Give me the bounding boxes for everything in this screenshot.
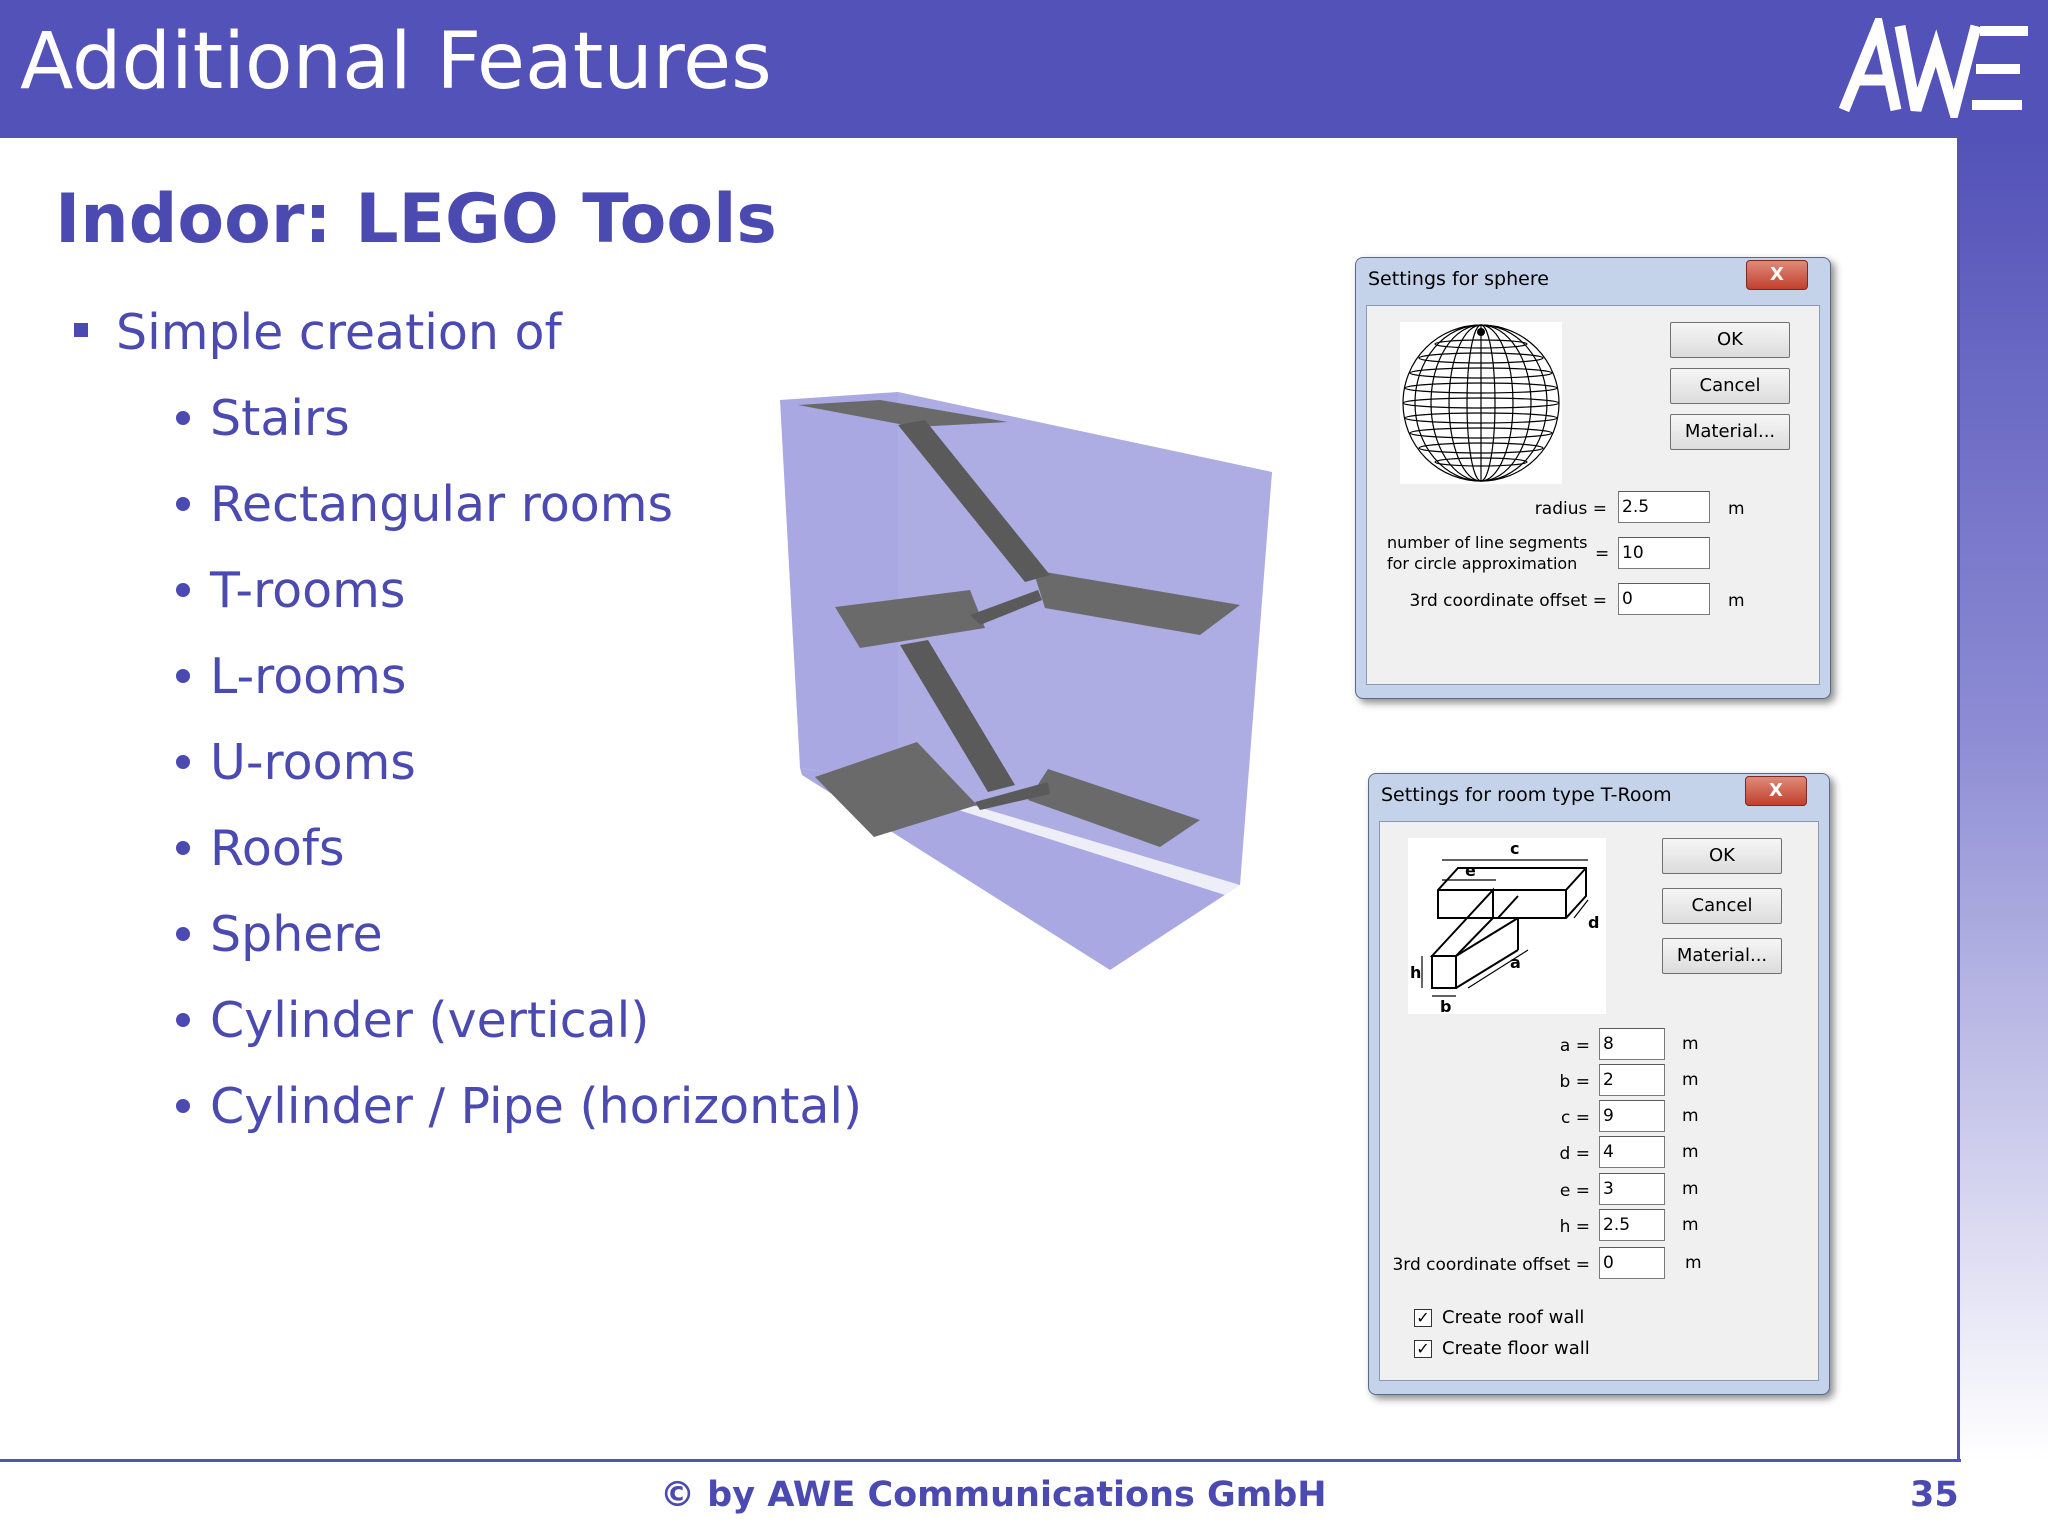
offset-field[interactable]: 0 bbox=[1618, 583, 1710, 615]
sphere-preview bbox=[1400, 322, 1562, 484]
h-field[interactable]: 2.5 bbox=[1599, 1209, 1665, 1241]
bullet-dot-icon bbox=[176, 1013, 190, 1027]
dialog-title: Settings for room type T-Room bbox=[1381, 784, 1672, 806]
b-field[interactable]: 2 bbox=[1599, 1064, 1665, 1096]
list-item-text: T-rooms bbox=[210, 562, 406, 619]
footer-divider bbox=[0, 1459, 1961, 1462]
bullet-dot-icon bbox=[176, 1099, 190, 1113]
list-item bbox=[176, 820, 345, 877]
content-right-border bbox=[1957, 138, 1960, 1462]
dialog-body bbox=[1366, 305, 1820, 685]
e-field[interactable]: 3 bbox=[1599, 1173, 1665, 1205]
square-bullet-icon bbox=[74, 323, 88, 337]
bullet-main-text: Simple creation of bbox=[116, 304, 562, 361]
list-item-text: Sphere bbox=[210, 906, 383, 963]
segments-field[interactable]: 10 bbox=[1618, 537, 1710, 569]
list-item bbox=[176, 906, 383, 963]
material-button[interactable]: Material... bbox=[1670, 414, 1790, 450]
floor-wall-checkbox[interactable]: ✓ bbox=[1414, 1340, 1432, 1358]
list-item bbox=[176, 992, 649, 1049]
footer-copyright: © by AWE Communications GmbH bbox=[660, 1475, 1327, 1515]
segments-label-line2: for circle approximation bbox=[1387, 554, 1578, 573]
a-field[interactable]: 8 bbox=[1599, 1028, 1665, 1060]
d-unit: m bbox=[1682, 1142, 1699, 1162]
list-item-text: Roofs bbox=[210, 820, 345, 877]
cancel-button[interactable]: Cancel bbox=[1670, 368, 1790, 404]
c-field[interactable]: 9 bbox=[1599, 1100, 1665, 1132]
bullet-dot-icon bbox=[176, 927, 190, 941]
header-title: Additional Features bbox=[20, 17, 772, 107]
awe-logo bbox=[1836, 18, 2030, 118]
h-label: h = bbox=[1559, 1217, 1590, 1237]
dialog-body bbox=[1379, 821, 1819, 1381]
roof-wall-label: Create roof wall bbox=[1442, 1307, 1585, 1328]
troom-settings-dialog bbox=[1368, 773, 1830, 1395]
bullet-dot-icon bbox=[176, 841, 190, 855]
list-item bbox=[176, 562, 405, 619]
diagram-label-h: h bbox=[1410, 963, 1422, 982]
bullet-dot-icon bbox=[176, 411, 190, 425]
a-unit: m bbox=[1682, 1034, 1699, 1054]
slide-title: Indoor: LEGO Tools bbox=[55, 180, 777, 259]
a-label: a = bbox=[1559, 1036, 1590, 1056]
d-label: d = bbox=[1559, 1144, 1590, 1164]
header-bar bbox=[0, 0, 2048, 138]
c-unit: m bbox=[1682, 1106, 1699, 1126]
list-item bbox=[176, 648, 406, 705]
diagram-label-a: a bbox=[1510, 953, 1521, 972]
list-item-text: Stairs bbox=[210, 390, 350, 447]
b-label: b = bbox=[1559, 1072, 1590, 1092]
diagram-label-b: b bbox=[1440, 997, 1452, 1014]
segments-eq: = bbox=[1595, 544, 1610, 564]
bullet-dot-icon bbox=[176, 583, 190, 597]
offset-label: 3rd coordinate offset = bbox=[1392, 1255, 1590, 1275]
bullet-main bbox=[74, 304, 562, 361]
list-item-text: L-rooms bbox=[210, 648, 407, 705]
list-item-text: Rectangular rooms bbox=[210, 476, 674, 533]
cancel-button[interactable]: Cancel bbox=[1662, 888, 1782, 924]
list-item bbox=[176, 390, 350, 447]
ok-button[interactable]: OK bbox=[1670, 322, 1790, 358]
sphere-settings-dialog bbox=[1355, 257, 1831, 699]
dialog-title: Settings for sphere bbox=[1368, 268, 1549, 290]
segments-label-line1: number of line segments bbox=[1387, 533, 1588, 552]
material-button[interactable]: Material... bbox=[1662, 938, 1782, 974]
list-item-text: Cylinder (vertical) bbox=[210, 992, 650, 1049]
offset-unit: m bbox=[1685, 1253, 1702, 1273]
radius-label: radius = bbox=[1534, 499, 1607, 519]
offset-unit: m bbox=[1728, 591, 1745, 611]
bullet-dot-icon bbox=[176, 669, 190, 683]
stairs-3d-illustration bbox=[780, 390, 1280, 980]
close-icon[interactable]: X bbox=[1746, 260, 1808, 290]
radius-unit: m bbox=[1728, 499, 1745, 519]
e-unit: m bbox=[1682, 1179, 1699, 1199]
list-item bbox=[176, 476, 673, 533]
close-icon[interactable]: X bbox=[1745, 776, 1807, 806]
list-item-text: U-rooms bbox=[210, 734, 416, 791]
floor-wall-label: Create floor wall bbox=[1442, 1338, 1590, 1359]
troom-diagram bbox=[1408, 838, 1606, 1014]
d-field[interactable]: 4 bbox=[1599, 1136, 1665, 1168]
list-item bbox=[176, 734, 416, 791]
ok-button[interactable]: OK bbox=[1662, 838, 1782, 874]
roof-wall-checkbox[interactable]: ✓ bbox=[1414, 1309, 1432, 1327]
c-label: c = bbox=[1561, 1108, 1590, 1128]
b-unit: m bbox=[1682, 1070, 1699, 1090]
list-item bbox=[176, 1078, 862, 1135]
bullet-dot-icon bbox=[176, 497, 190, 511]
e-label: e = bbox=[1559, 1181, 1590, 1201]
diagram-label-e: e bbox=[1465, 861, 1476, 880]
right-decor-band bbox=[1960, 138, 2048, 1460]
offset-label: 3rd coordinate offset = bbox=[1409, 591, 1607, 611]
bullet-dot-icon bbox=[176, 755, 190, 769]
h-unit: m bbox=[1682, 1215, 1699, 1235]
diagram-label-d: d bbox=[1588, 913, 1600, 932]
diagram-label-c: c bbox=[1510, 839, 1520, 858]
offset-field[interactable]: 0 bbox=[1599, 1247, 1665, 1279]
page-number: 35 bbox=[1910, 1475, 1959, 1515]
radius-field[interactable]: 2.5 bbox=[1618, 491, 1710, 523]
list-item-text: Cylinder / Pipe (horizontal) bbox=[210, 1078, 863, 1135]
